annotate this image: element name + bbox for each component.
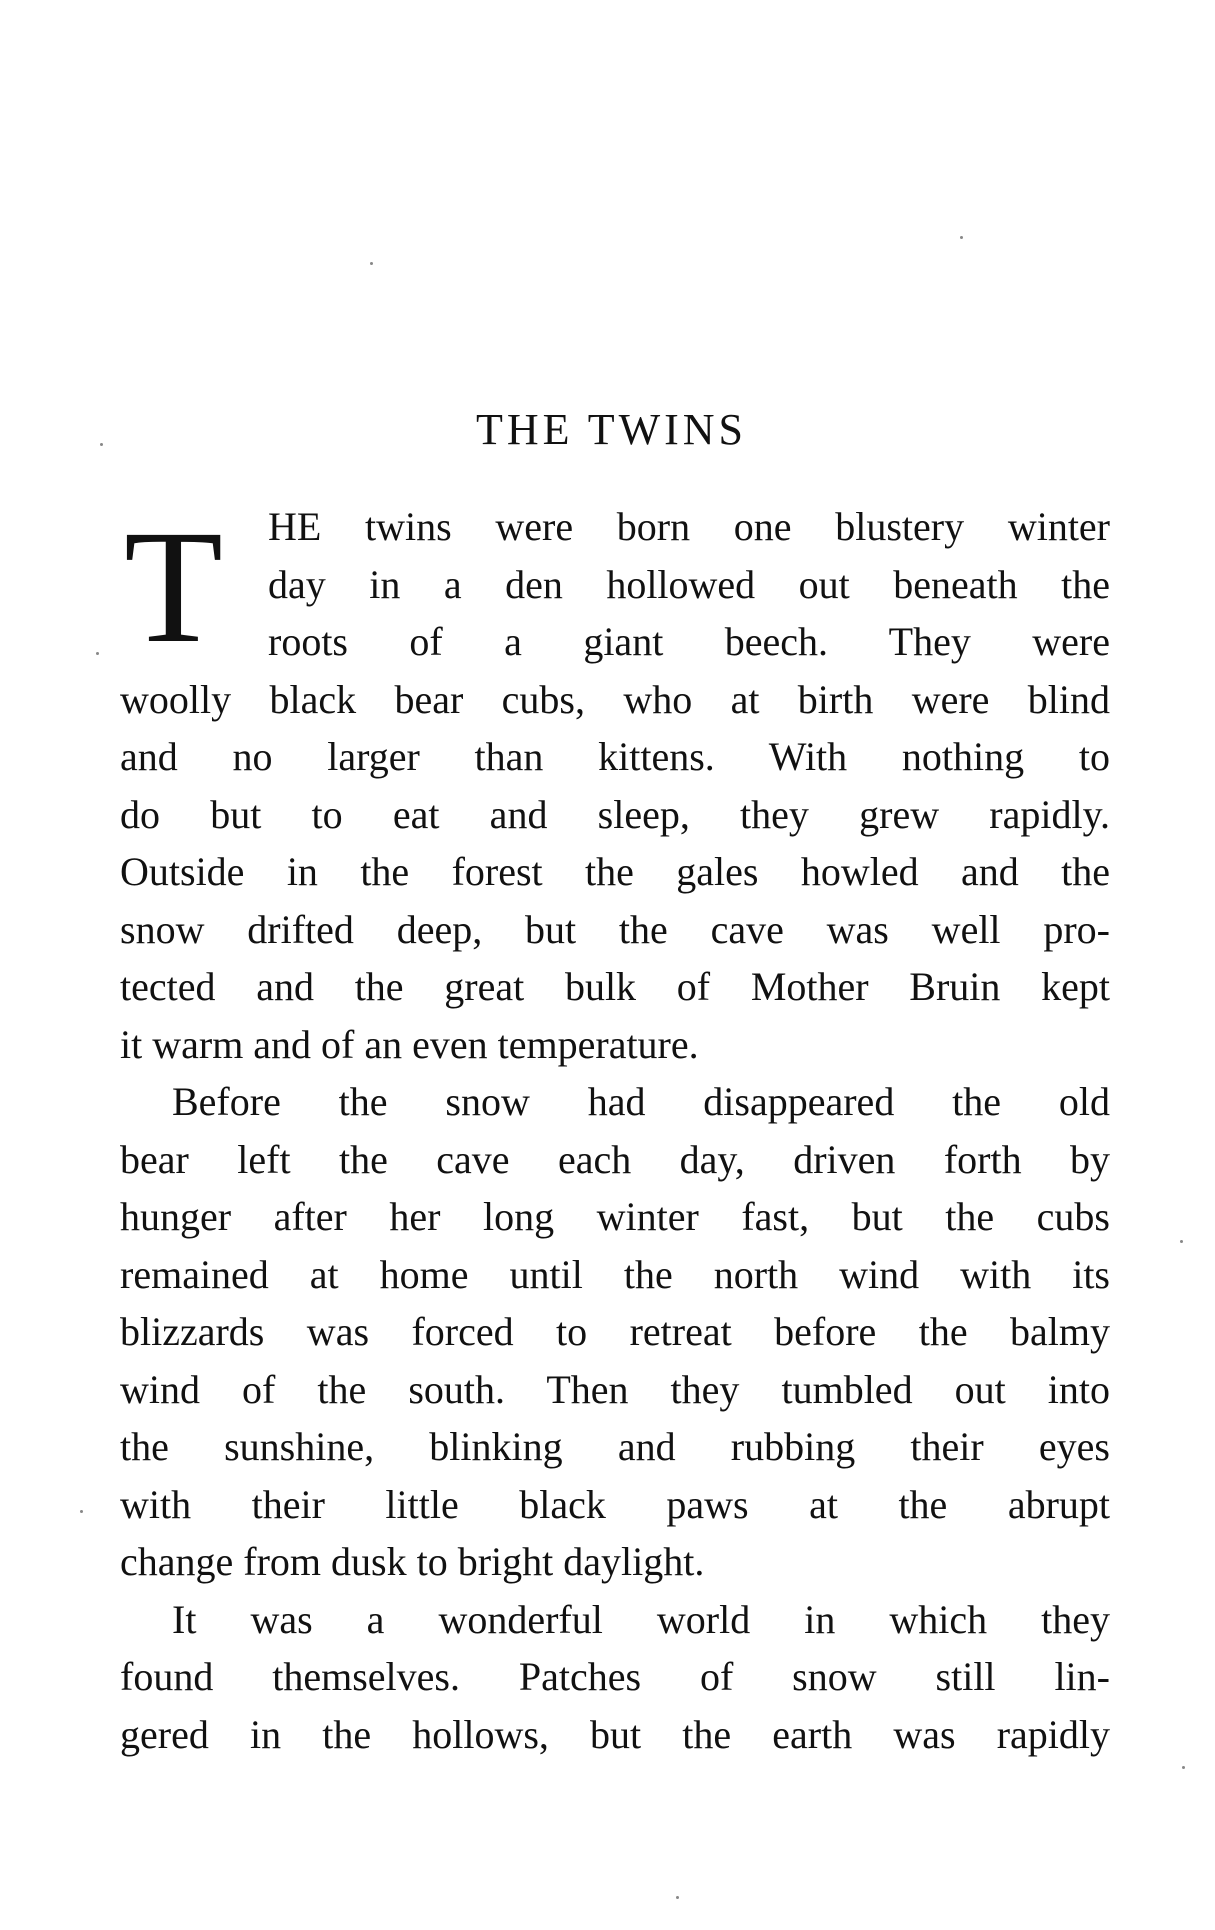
scan-speck (96, 652, 99, 655)
text-line: the sunshine, blinking and rubbing their eyes (120, 1424, 1110, 1469)
text-line: It was a wonderful world in which they (172, 1596, 1110, 1642)
text-line: change from dusk to bright daylight. (120, 1539, 705, 1584)
text-line: and no larger than kittens. With nothing to (120, 734, 1110, 779)
text-line: tected and the great bulk of Mother Bruin kept (120, 964, 1110, 1009)
text-line: bear left the cave each day, driven forth by (120, 1136, 1110, 1182)
text-line: gered in the hollows, but the earth was rapidly (120, 1711, 1110, 1757)
text-line: Outside in the forest the gales howled and the (120, 849, 1110, 894)
scan-speck (370, 262, 373, 265)
text-line: wind of the south. Then they tumbled out into (120, 1366, 1110, 1412)
text-line: HE twins were born one blustery winter (268, 504, 1110, 549)
scan-speck (100, 443, 103, 446)
scan-speck (676, 1896, 679, 1899)
chapter-title: THE TWINS (475, 405, 748, 454)
text-line: woolly black bear cubs, who at birth were blind (120, 676, 1110, 722)
text-line: day in a den hollowed out beneath the (268, 561, 1110, 607)
scan-speck (1182, 1766, 1185, 1769)
scan-speck (1180, 1240, 1183, 1243)
text-line: it warm and of an even temperature. (120, 1021, 699, 1067)
text-line: found themselves. Patches of snow still lin- (120, 1654, 1110, 1699)
text-line: snow drifted deep, but the cave was well pro- (120, 906, 1110, 952)
text-line: remained at home until the north wind with its (120, 1251, 1110, 1297)
text-line: roots of a giant beech. They were (268, 619, 1110, 664)
scan-speck (80, 1510, 83, 1513)
text-line: do but to eat and sleep, they grew rapidly. (120, 791, 1110, 837)
text-line: with their little black paws at the abrupt (120, 1481, 1110, 1527)
scan-speck (960, 236, 963, 239)
text-line: hunger after her long winter fast, but the cubs (120, 1194, 1110, 1239)
text-line: blizzards was forced to retreat before the balmy (120, 1309, 1110, 1354)
drop-cap: T (124, 498, 223, 677)
body-text (120, 498, 1110, 1763)
text-line: Before the snow had disappeared the old (172, 1079, 1110, 1124)
